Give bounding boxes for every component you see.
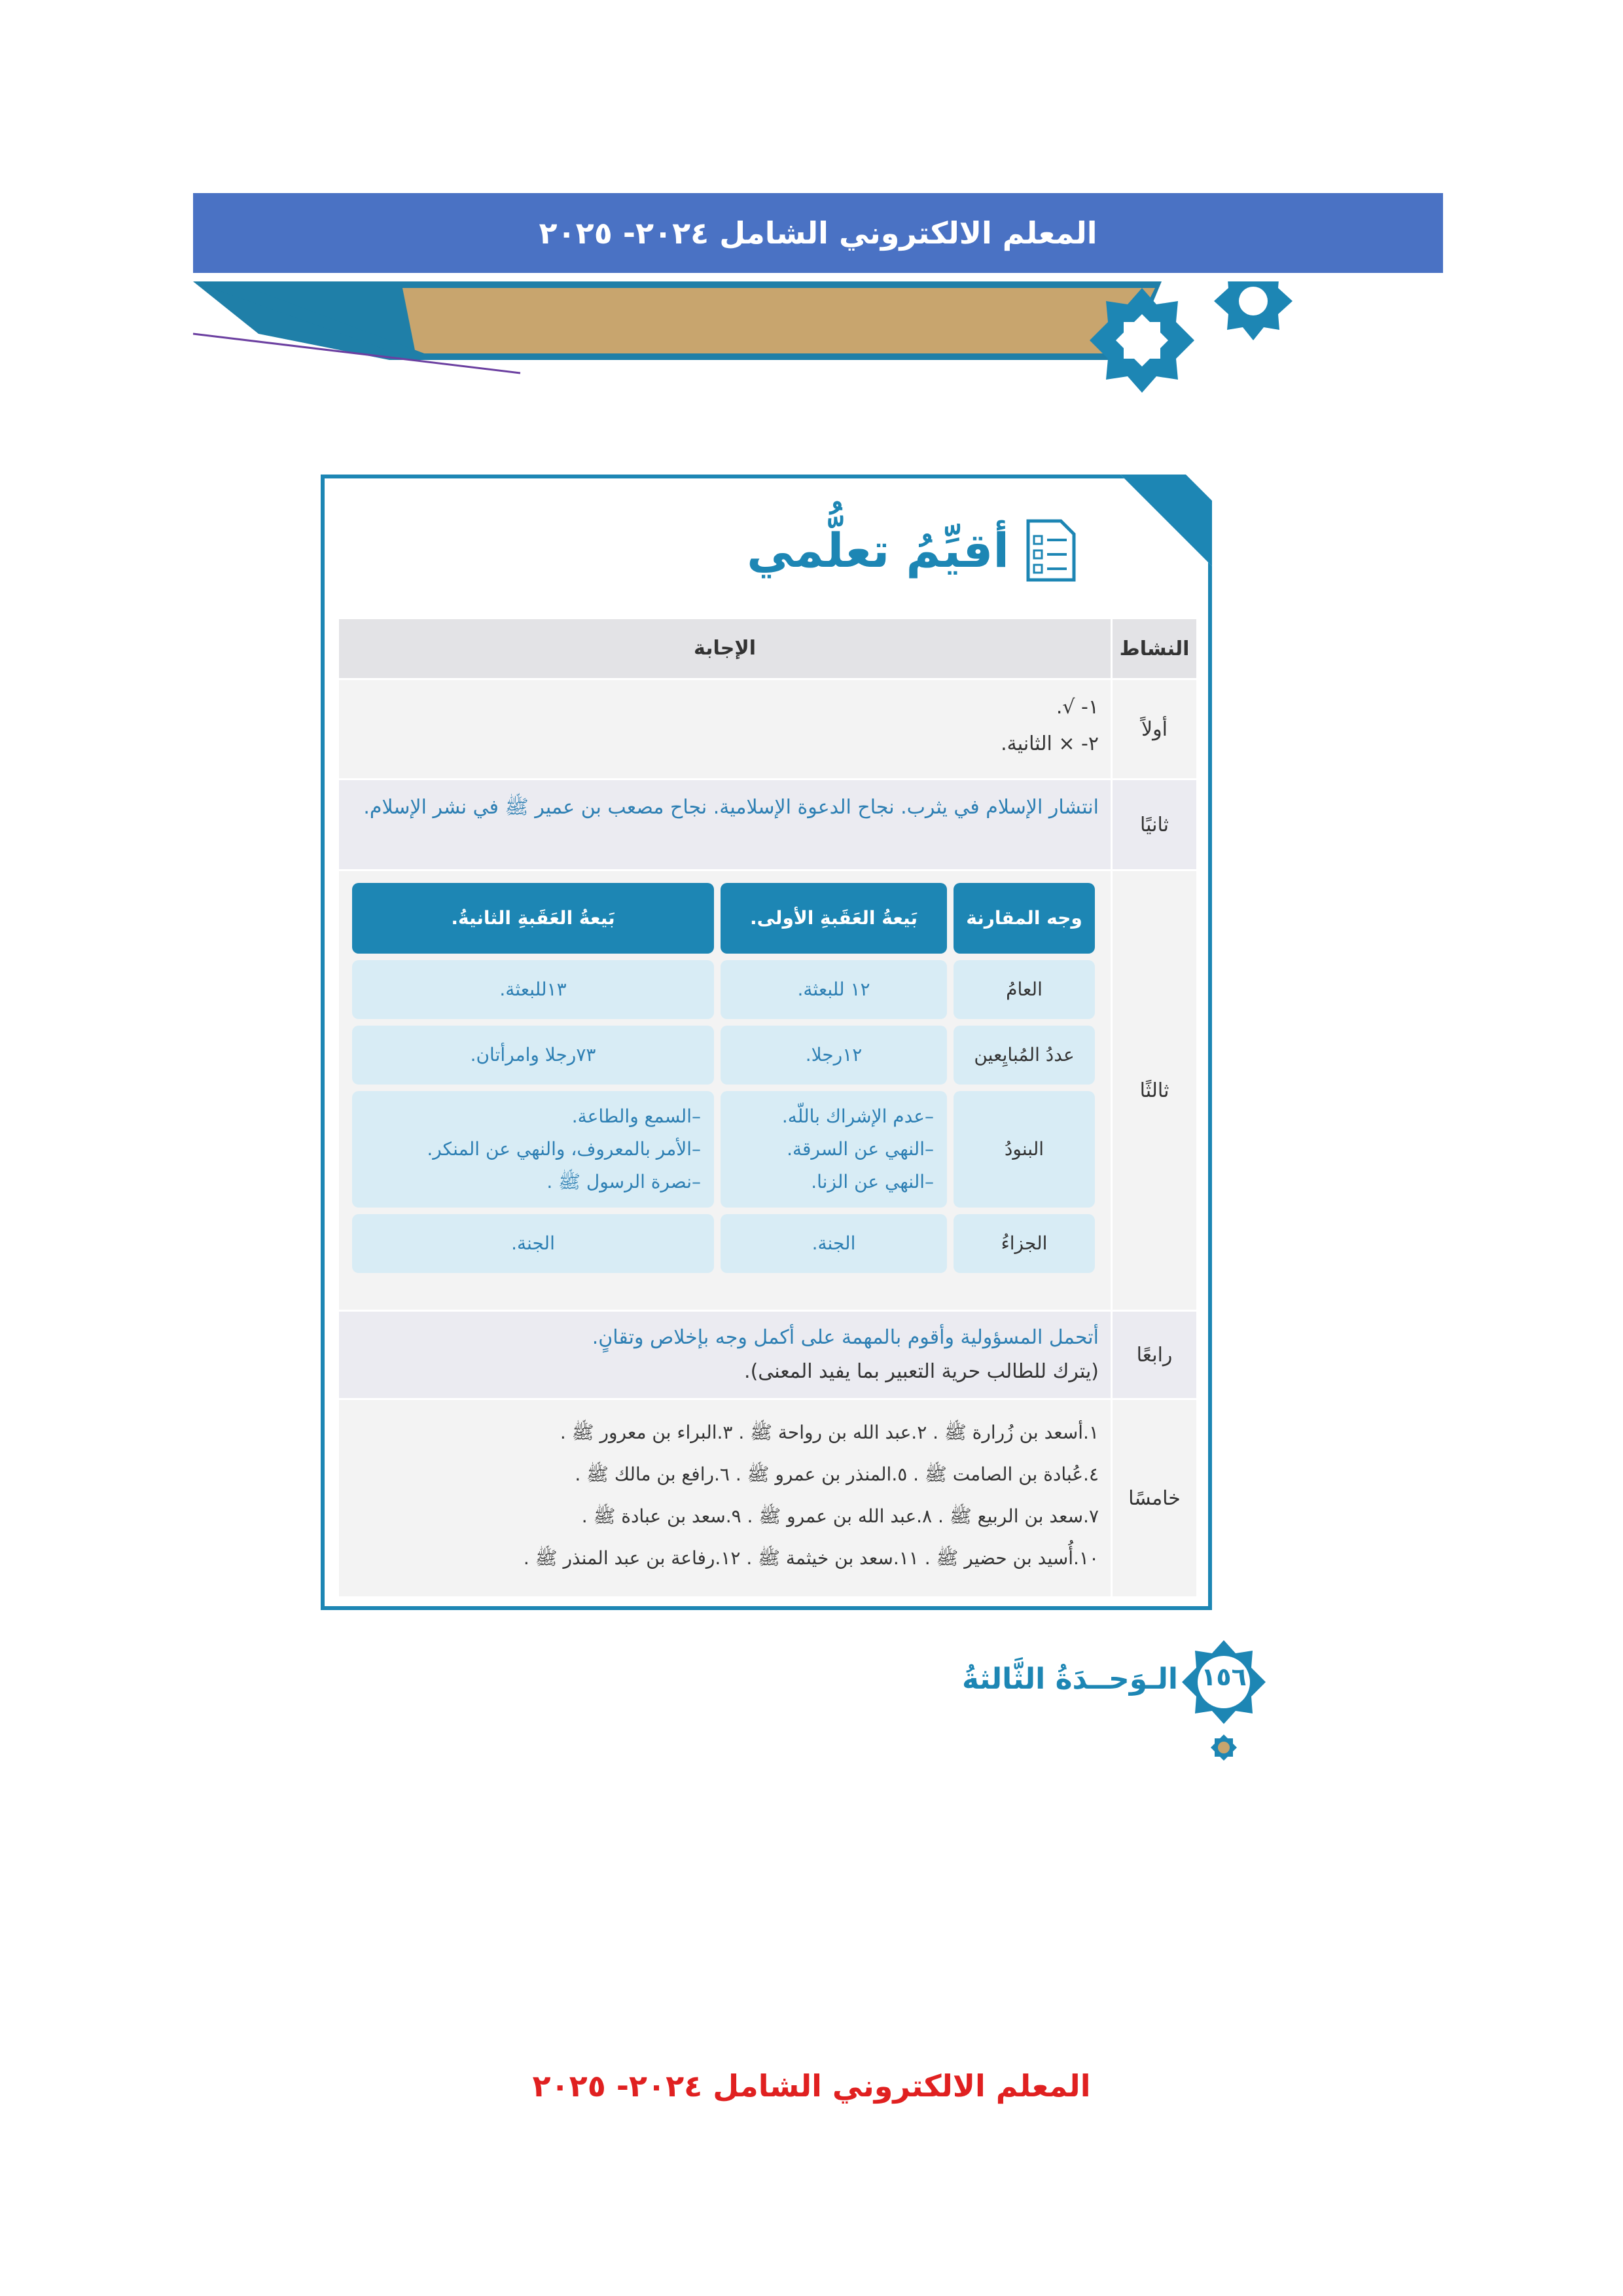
comparison-label: البنودُ [954, 1091, 1095, 1208]
table-row-first [339, 680, 1196, 780]
comparison-label: عددُ المُبايِعين [954, 1026, 1095, 1085]
row-answer [339, 680, 1111, 778]
row-answer [339, 1312, 1111, 1398]
comparison-value: ١٣للبعثة. [352, 960, 714, 1019]
comparison-value: ١٢ للبعثة. [721, 960, 947, 1019]
answer-line: ١- √. [1056, 696, 1099, 719]
table-row-fifth [339, 1400, 1196, 1598]
row-label: خامسًا [1111, 1400, 1196, 1596]
list-item: –النهي عن السرقة. [787, 1138, 934, 1160]
card-title [747, 518, 1077, 583]
table-row-third [339, 871, 1196, 1312]
banner-title: المعلم الالكتروني الشامل ٢٠٢٤- ٢٠٢٥ [539, 215, 1097, 251]
comparison-label: الجزاءُ [954, 1214, 1095, 1273]
comparison-wrapper [339, 871, 1111, 1310]
comparison-header: بَيعةُ العَقَبةِ الأولى. [721, 883, 947, 954]
comparison-value-list [721, 1091, 947, 1208]
comparison-value: ١٢رجلا. [721, 1026, 947, 1085]
table-row-fourth [339, 1312, 1196, 1400]
checklist-icon [1025, 518, 1077, 583]
row-label: رابعًا [1111, 1312, 1196, 1398]
header-activity: النشاط [1111, 619, 1196, 678]
unit-title: الـوَحــدَةُ الثَّالثةُ [962, 1662, 1178, 1696]
comparison-value: الجنة. [352, 1214, 714, 1273]
decorative-ribbon [193, 281, 1299, 399]
page-badge-icon [1178, 1636, 1270, 1767]
header-answer: الإجابة [339, 619, 1111, 678]
answer-line: ١٠.أُسيد بن حضير ﷺ . ١١.سعد بن خيثمة ﷺ . ١٢.رفاعة بن عبد المنذر ﷺ . [523, 1547, 1099, 1569]
list-item: –النهي عن الزنا. [811, 1171, 934, 1193]
comparison-value-list [352, 1091, 714, 1208]
list-item: –نصرة الرسول ﷺ . [546, 1171, 701, 1193]
comparison-value: ٧٣رجلا وامرأتان. [352, 1026, 714, 1085]
comparison-table [352, 879, 1095, 1277]
list-item: –الأمر بالمعروف، والنهي عن المنكر. [427, 1138, 701, 1160]
card-corner-fold [1120, 475, 1212, 566]
top-banner [193, 193, 1443, 273]
list-item: –عدم الإشراك باللّه. [781, 1105, 934, 1127]
answer-line: ٢- × الثانية. [1001, 732, 1099, 755]
row-label: ثالثًا [1111, 871, 1196, 1310]
comparison-label: العامُ [954, 960, 1095, 1019]
table-header-row [339, 619, 1196, 680]
answer-line: ١.أسعد بن زُرارة ﷺ . ٢.عبد الله بن رواحة ﷺ . ٣.البراء بن معرور ﷺ . [560, 1422, 1099, 1443]
unit-footer [942, 1636, 1270, 1767]
comparison-header: وجه المقارنة [954, 883, 1095, 954]
answer-line: ٤.عُبادة بن الصامت ﷺ . ٥.المنذر بن عمرو ﷺ . ٦.رافع بن مالك ﷺ . [575, 1463, 1099, 1485]
card-title-text: أقيِّمُ تعلُّمي [747, 523, 1009, 578]
answer-line: أتحمل المسؤولية وأقوم بالمهمة على أكمل وجه بإخلاص وتقانٍ. [592, 1326, 1099, 1349]
answer-line: (يترك للطالب حرية التعبير بما يفيد المعنى). [744, 1360, 1099, 1383]
row-answer [339, 1400, 1111, 1596]
answers-table [339, 619, 1196, 1598]
answer-line: ٧.سعد بن الربيع ﷺ . ٨.عبد الله بن عمرو ﷺ . ٩.سعد بن عبادة ﷺ . [581, 1505, 1099, 1527]
row-label: ثانيًا [1111, 780, 1196, 869]
row-answer: انتشار الإسلام في يثرب. نجاح الدعوة الإسلامية. نجاح مصعب بن عمير ﷺ في نشر الإسلام. [339, 780, 1111, 869]
comparison-header: بَيعةُ العَقَبةِ الثانيةُ. [352, 883, 714, 954]
comparison-value: الجنة. [721, 1214, 947, 1273]
assessment-card [321, 475, 1212, 1610]
table-row-second [339, 780, 1196, 871]
page-number: ١٥٦ [1201, 1662, 1247, 1691]
row-label: أولاً [1111, 680, 1196, 778]
list-item: –السمع والطاعة. [571, 1105, 701, 1127]
bottom-title: المعلم الالكتروني الشامل ٢٠٢٤- ٢٠٢٥ [532, 2068, 1091, 2104]
